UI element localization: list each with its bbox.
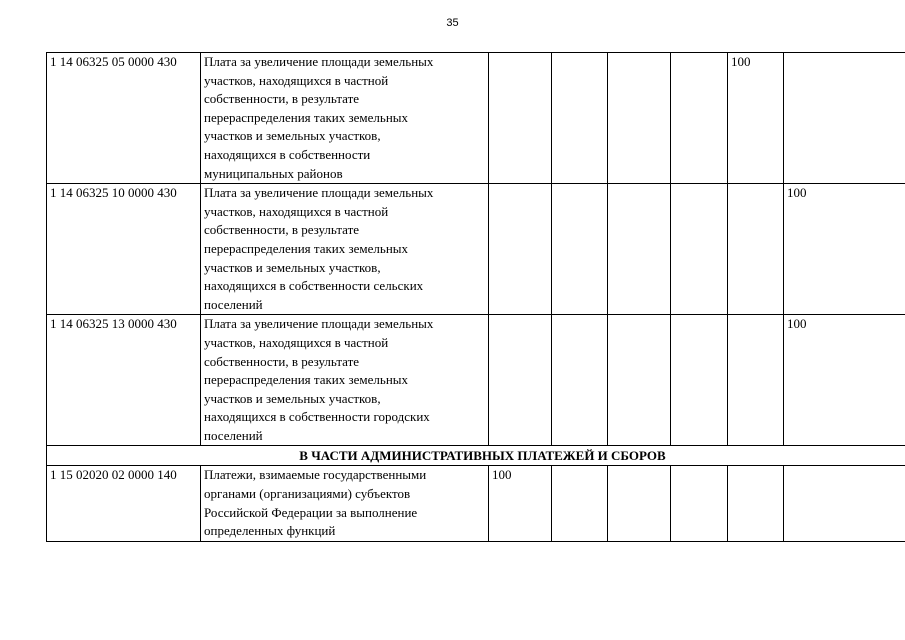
description-line: участков и земельных участков, (204, 128, 381, 144)
section-title: В ЧАСТИ АДМИНИСТРАТИВНЫХ ПЛАТЕЖЕЙ И СБОРОВ (47, 446, 905, 466)
percent-cell: 100 (784, 184, 905, 315)
table-row (47, 466, 905, 541)
percent-cell (552, 184, 608, 315)
section-header-row (47, 446, 905, 466)
table-row (47, 53, 905, 184)
description-line: находящихся в собственности сельских (204, 278, 424, 294)
description-line: Плата за увеличение площади земельных (204, 54, 434, 69)
percent-cell (671, 466, 728, 541)
description-line: Российской Федерации за выполнение (204, 504, 418, 520)
description-line: собственности, в результате (204, 91, 360, 107)
page-number: 35 (446, 17, 459, 29)
revenue-code: 1 15 02020 02 0000 140 (47, 466, 201, 541)
description-line: участков и земельных участков, (204, 390, 381, 406)
description-line: участков, находящихся в частной (204, 203, 389, 219)
percent-cell (784, 466, 905, 541)
percent-cell (552, 53, 608, 184)
description-line: определенных функций (204, 523, 336, 539)
percent-cell (608, 466, 671, 541)
description-line: собственности, в результате (204, 222, 360, 238)
description-line: Плата за увеличение площади земельных (204, 316, 434, 332)
empty-cell (489, 315, 552, 446)
percent-cell (784, 53, 905, 184)
percent-cell (608, 53, 671, 184)
description-line: Платежи, взимаемые государственными (204, 467, 427, 483)
description-line: находящихся в собственности (204, 146, 371, 162)
description-line: поселений (204, 296, 263, 312)
revenue-code: 1 14 06325 13 0000 430 (47, 315, 201, 446)
description-line: находящихся в собственности городских (204, 409, 430, 425)
revenue-description (201, 53, 489, 184)
percent-cell (608, 184, 671, 315)
revenue-code: 1 14 06325 05 0000 430 (47, 53, 201, 184)
table-row (47, 315, 905, 446)
description-line: перераспределения таких земельных (204, 372, 409, 388)
percent-cell (552, 315, 608, 446)
revenue-code: 1 14 06325 10 0000 430 (47, 184, 201, 315)
description-line: участков и земельных участков, (204, 259, 381, 275)
percent-cell (671, 184, 728, 315)
empty-cell (489, 184, 552, 315)
table-row (47, 184, 905, 315)
description-line: Плата за увеличение площади земельных (204, 185, 434, 201)
revenue-table (46, 52, 905, 542)
percent-cell (728, 315, 784, 446)
percent-cell (671, 53, 728, 184)
description-line: муниципальных районов (204, 165, 343, 181)
description-line: поселений (204, 427, 263, 443)
description-line: органами (организациями) субъектов (204, 486, 411, 502)
percent-cell (608, 315, 671, 446)
percent-cell: 100 (489, 466, 552, 541)
revenue-description (201, 184, 489, 315)
empty-cell (552, 466, 608, 541)
description-line: перераспределения таких земельных (204, 240, 409, 256)
revenue-description (201, 315, 489, 446)
description-line: собственности, в результате (204, 353, 360, 369)
percent-cell (671, 315, 728, 446)
percent-cell (728, 184, 784, 315)
description-line: перераспределения таких земельных (204, 109, 409, 125)
description-line: участков, находящихся в частной (204, 72, 389, 88)
percent-cell: 100 (784, 315, 905, 446)
empty-cell (489, 53, 552, 184)
percent-cell: 100 (728, 53, 784, 184)
percent-cell (728, 466, 784, 541)
revenue-description (201, 466, 489, 541)
description-line: участков, находящихся в частной (204, 334, 389, 350)
